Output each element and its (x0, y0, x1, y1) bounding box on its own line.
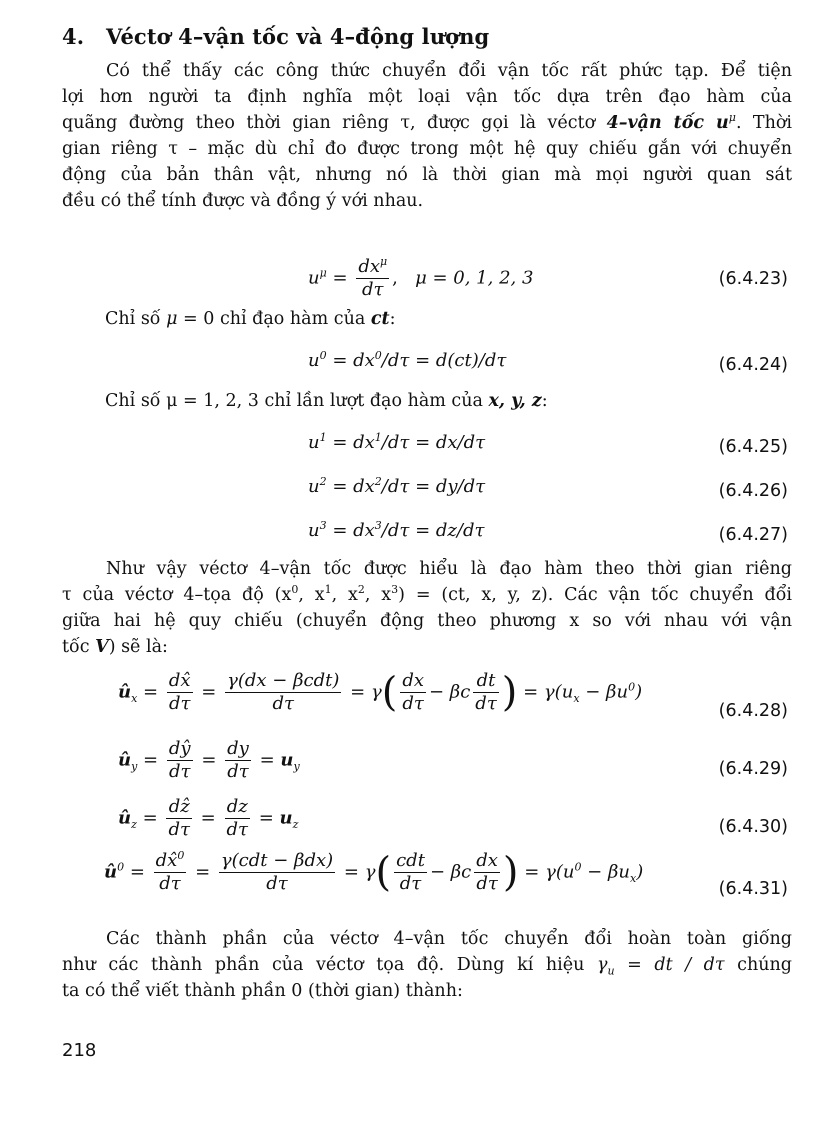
eq29-lhs-sub: y (131, 760, 138, 774)
eq25-c: /dτ = dx/dτ (381, 432, 486, 453)
lead1-a: Chỉ số (105, 309, 167, 329)
eq30-lhs-sub: z (131, 818, 137, 832)
eq29-rhs-sub: y (293, 760, 300, 774)
eq30-f2d: dτ (226, 819, 248, 840)
p3-gamma-sub: u (607, 964, 615, 978)
eq25-b: = dx (326, 432, 375, 453)
eq31-frac3 (394, 850, 427, 895)
eq31-f1n-sup: 0 (177, 849, 185, 862)
p2-text-2d: , x (364, 585, 392, 605)
p2-text-2c: , x (331, 585, 358, 605)
eq30-frac2 (225, 796, 250, 841)
eq24-c: /dτ = d(ct)/dτ (381, 350, 507, 371)
p1-sup-mu: μ (728, 111, 736, 125)
eq23-num-sup: μ (380, 255, 388, 268)
p1-text-6: đều có thể tính được và đồng ý với nhau. (62, 191, 424, 211)
p2-line-2 (62, 582, 792, 608)
section-title: Véctơ 4–vận tốc và 4–động lượng (106, 24, 490, 49)
p1-text-1: Có thể thấy các công thức chuyển đổi vận tốc rất phức tạp. Để tiện (106, 61, 792, 81)
lead1-ct: ct (370, 309, 390, 329)
eq29-frac2 (225, 738, 251, 783)
eq28-lhs-sub: x (131, 692, 138, 706)
p1-line-5 (62, 162, 792, 188)
eq28-f4d: dτ (475, 693, 497, 714)
lead1-e: : (389, 309, 396, 329)
eq30-lhs: û (118, 807, 132, 829)
p2-line-3 (62, 608, 792, 634)
p2-text-4a: tốc (62, 637, 96, 657)
eq-label-25: (6.4.25) (718, 437, 788, 457)
section-number: 4. (62, 24, 85, 49)
eq29-lhs: û (118, 749, 132, 771)
eq29-frac1 (167, 738, 193, 783)
lead2-c: : (541, 391, 548, 411)
eq27-sup1: 3 (319, 519, 327, 532)
eq26-b: = dx (326, 476, 375, 497)
eq29-f2d: dτ (227, 761, 249, 782)
eq28-rhs-c: ) (635, 681, 643, 703)
eq-label-30: (6.4.30) (718, 817, 788, 837)
p1-line-2 (62, 84, 792, 110)
eq26-sup2: 2 (374, 475, 382, 488)
lead-text-2 (105, 388, 548, 414)
eq30-rhs: u (279, 807, 293, 829)
p2-text-2a: τ của véctơ 4–tọa độ (x (62, 585, 292, 605)
p3-text-3: ta có thể viết thành phần 0 (thời gian) thành: (62, 981, 463, 1001)
eq28-f4n: dt (473, 670, 498, 693)
p2-line-4 (62, 634, 792, 660)
eq31-rhs-b: − βu (581, 861, 630, 883)
eq30-f2n: dz (225, 796, 250, 819)
lead1-mu: μ (166, 309, 178, 329)
p3-text-2c: = dt / dτ (614, 955, 725, 975)
equation-6-4-24 (308, 348, 506, 374)
p3-text-2a: như các thành phần của véctơ tọa độ. Dùng kí hiệu (62, 955, 597, 975)
eq29-f1d: dτ (168, 761, 191, 782)
p3-gamma: γ (596, 955, 608, 975)
eq31-f3d: dτ (399, 873, 422, 894)
equation-6-4-27 (308, 518, 484, 544)
p1-text-3c: . Thời (735, 113, 793, 133)
eq28-rhs-b: − βu (579, 681, 629, 703)
p1-text-2: lợi hơn người ta định nghĩa một loại vận tốc dựa trên đạo hàm của (62, 87, 792, 107)
eq28-lhs: û (118, 681, 132, 703)
eq31-gamma: γ (364, 861, 376, 883)
eq31-rhs-c: ) (636, 861, 644, 883)
p2-text-2e: ) = (ct, x, y, z). Các vận tốc chuyển đổi (398, 585, 792, 605)
p2-text-3: giữa hai hệ quy chiếu (chuyển động theo phương x so với nhau với vận (62, 611, 792, 631)
eq31-f3n: cdt (396, 850, 425, 871)
eq30-frac1 (166, 796, 191, 841)
eq31-lhs: û (104, 861, 118, 883)
eq31-rhs-a: = γ(u (524, 861, 575, 883)
equation-6-4-29: $û_y$ = $\frac{dŷ}{d\tau}$ = $\frac{dy}{d\tau}$ = $u_y$ (118, 738, 300, 782)
page-number: 218 (62, 1040, 97, 1061)
lead1-c: = 0 chỉ đạo hàm của (177, 309, 371, 329)
eq-label-31: (6.4.31) (718, 879, 788, 899)
eq31-f4d: dτ (476, 873, 498, 894)
p1-text-5: động của bản thân vật, nhưng nó là thời gian mà mọi người quan sát (62, 165, 792, 185)
eq24-b: = dx (326, 350, 375, 371)
eq31-f2d: dτ (266, 873, 288, 894)
eq27-b: = dx (326, 520, 375, 541)
eq30-f1d: dτ (168, 819, 190, 840)
equation-6-4-23: $u^\mu$ = $\frac{dx^\mu}{d\tau}$ , μ = 0, 1, 2, 3 (308, 255, 534, 300)
eq28-gamma: γ (370, 681, 382, 703)
eq28-f2d: dτ (272, 693, 294, 714)
eq-label-27: (6.4.27) (718, 525, 788, 545)
eq29-f1n: dŷ (168, 738, 191, 759)
eq23-fraction (356, 256, 389, 301)
eq-label-29: (6.4.29) (718, 759, 788, 779)
eq31-f1d: dτ (159, 873, 181, 894)
eq31-rhs-sub: x (629, 872, 637, 886)
p3-line-1 (62, 926, 792, 952)
lead2-xyz: x, y, z (488, 391, 542, 411)
eq28-rhs-sup: 0 (628, 680, 636, 694)
eq-label-28: (6.4.28) (718, 701, 788, 721)
p2-text-4c: ) sẽ là: (108, 637, 168, 657)
eq25-sup2: 1 (374, 431, 382, 444)
eq31-rhs-sup: 0 (574, 860, 582, 874)
eq26-a: u (308, 476, 320, 497)
p3-line-3 (62, 978, 792, 1004)
p2-line-1 (62, 556, 792, 582)
p1-line-3 (62, 110, 792, 136)
p2-sup-0: 0 (291, 583, 299, 597)
eq28-rhs-a: = γ(u (523, 681, 574, 703)
p2-sup-2: 2 (357, 583, 365, 597)
eq23-num: dx (358, 256, 380, 277)
four-velocity-term: 4–vận tốc u (606, 113, 729, 133)
eq28-rhs-sub: x (573, 692, 580, 706)
eq29-rhs: u (280, 749, 294, 771)
p1-text-3a: quãng đường theo thời gian riêng τ, được gọi là véctơ (62, 113, 607, 133)
equation-6-4-25 (308, 430, 485, 456)
eq25-sup1: 1 (319, 431, 327, 444)
equation-6-4-26 (308, 474, 485, 500)
eq28-frac3 (400, 670, 426, 715)
closing-paragraph (62, 926, 792, 1004)
eq23-condition: μ = 0, 1, 2, 3 (415, 267, 534, 289)
eq31-lhs-sup: 0 (117, 860, 125, 874)
eq23-lhs-sup: μ (319, 266, 327, 280)
eq28-mid: − βc (429, 681, 471, 703)
eq31-f2n: γ(cdt − βdx) (220, 850, 334, 871)
eq31-frac2 (219, 850, 335, 895)
eq-label-26: (6.4.26) (718, 481, 788, 501)
p1-line-1 (62, 58, 792, 84)
eq24-sup1: 0 (319, 349, 327, 362)
p2-text-4b: V (95, 637, 109, 657)
eq29-f2n: dy (227, 738, 249, 759)
p2-sup-1: 1 (324, 583, 332, 597)
eq-label-23: (6.4.23) (718, 269, 788, 289)
eq31-f4n: dx (476, 850, 498, 871)
eq28-f1n: dx̂ (168, 670, 191, 691)
section-heading (62, 24, 489, 49)
eq23-den: dτ (361, 279, 384, 300)
eq24-a: u (308, 350, 320, 371)
eq28-frac2 (225, 670, 341, 715)
eq30-rhs-sub: z (292, 818, 299, 832)
transform-paragraph (62, 556, 792, 660)
p3-line-2 (62, 952, 792, 978)
eq-label-24: (6.4.24) (718, 355, 788, 375)
lead-text-1 (105, 306, 396, 332)
eq31-frac1 (154, 850, 187, 895)
p1-line-4 (62, 136, 792, 162)
eq28-frac4 (473, 670, 498, 715)
eq30-f1n: dẑ (166, 796, 191, 819)
eq25-a: u (308, 432, 320, 453)
eq28-f3n: dx (402, 670, 424, 691)
eq28-f2n: γ(dx − βcdt) (227, 670, 340, 691)
p3-text-1: Các thành phần của véctơ 4–vận tốc chuyển đổi hoàn toàn giống (106, 929, 792, 949)
eq28-frac1 (167, 670, 193, 715)
eq23-lhs: u (308, 267, 320, 289)
eq24-sup2: 0 (374, 349, 382, 362)
p1-line-6 (62, 188, 792, 214)
p2-sup-3: 3 (391, 583, 399, 597)
eq28-f3d: dτ (402, 693, 424, 714)
p2-text-2b: , x (298, 585, 325, 605)
equation-6-4-31: $û^0$ = $\frac{dx̂^0}{d\tau}$ = $\frac{\text{γ(cdt − βdx)}}{d\tau}$ = γ( $\frac{\text{cdt}}{d\tau}$ − βc $\frac{dx}{d\tau}$ ) = $\gamma(u^0 - \beta u_x)$ (104, 849, 644, 896)
eq27-c: /dτ = dz/dτ (381, 520, 485, 541)
eq26-sup1: 2 (319, 475, 327, 488)
eq28-f1d: dτ (168, 693, 191, 714)
eq27-a: u (308, 520, 320, 541)
p2-text-1: Như vậy véctơ 4–vận tốc được hiểu là đạo hàm theo thời gian riêng (106, 559, 792, 579)
eq31-frac4 (474, 850, 500, 895)
p1-text-4: gian riêng τ – mặc dù chỉ đo được trong một hệ quy chiếu gắn với chuyển (62, 139, 792, 159)
eq31-mid: − βc (429, 861, 472, 883)
p3-text-2d: chúng (724, 955, 792, 975)
equation-6-4-30: $û_z$ = $\frac{\text{dẑ}}{d\tau}$ = $\frac{dz}{d\tau}$ = $u_z$ (118, 796, 299, 840)
eq26-c: /dτ = dy/dτ (381, 476, 486, 497)
intro-paragraph (62, 58, 792, 214)
eq27-sup2: 3 (374, 519, 382, 532)
equation-6-4-28: $û_x$ = $\frac{dx̂}{d\tau}$ = $\frac{\text{γ(dx − βcdt)}}{d\tau}$ = γ( $\frac{dx}{d\tau}$ − βc $\frac{dt}{d\tau}$ ) = $\gamma(u_x - \beta u^0)$ (118, 669, 643, 716)
lead2-a: Chỉ số μ = 1, 2, 3 chỉ lần lượt đạo hàm của (105, 391, 489, 411)
eq31-f1n: dx̂ (155, 850, 178, 871)
